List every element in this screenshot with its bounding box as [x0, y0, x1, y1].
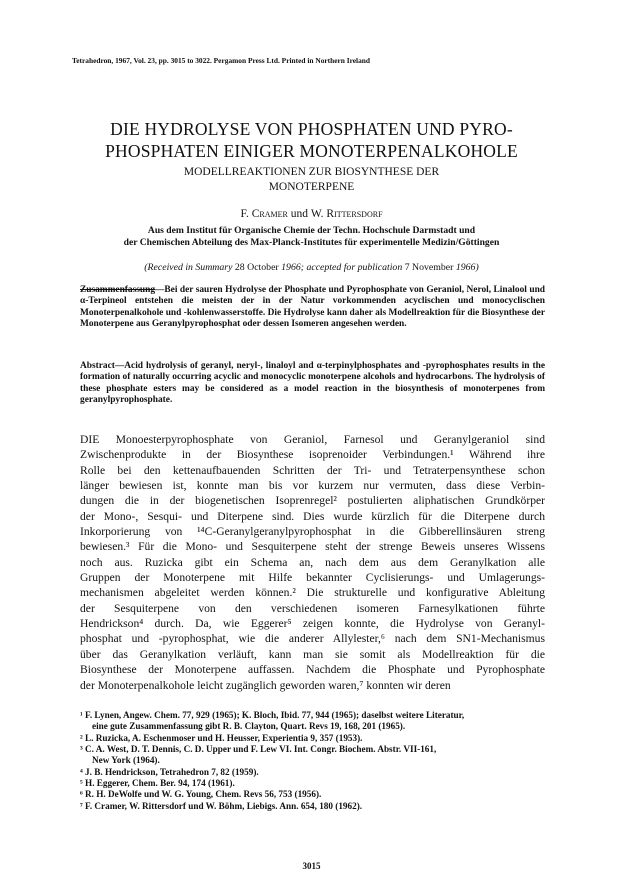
- title-line-1: DIE HYDROLYSE VON PHOSPHATEN UND PYRO-: [110, 119, 513, 139]
- body-line: über das Geranylkation verläuft, kann man sie somit als Modellreaktion für die: [80, 647, 545, 661]
- summary-label: Zusammenfassung: [80, 285, 156, 295]
- body-line: dungen die in der biogenetischen Isoprenregel² postulierten aliphatischen Grundkörper: [80, 494, 545, 508]
- affiliation-line-2: der Chemischen Abteilung des Max-Planck-Institutes für experimentelle Medizin/Göttingen: [123, 237, 500, 248]
- body-line: Hendrickson⁴ durch. Da, wie Eggerer⁵ zeigen konnte, die Hydrolyse von Geranyl-: [80, 617, 545, 631]
- summary-paragraph: [80, 285, 545, 330]
- reference-item: ⁴ J. B. Hendrickson, Tetrahedron 7, 82 (1959).: [80, 766, 259, 777]
- reference-item: ⁷ F. Cramer, W. Rittersdorf und W. Böhm, Liebigs. Ann. 654, 180 (1962).: [80, 800, 363, 811]
- title-line-2: PHOSPHATEN EINIGER MONOTERPENALKOHOLE: [105, 141, 518, 161]
- body-line: der Monoterpenalkohole leicht zugänglich geworden waren,⁷ konnten wir deren: [80, 678, 451, 692]
- body-line: länger bewiesen ist, konnte man bis vor kurzem nur vermuten, dass diese Verbin-: [80, 479, 545, 493]
- footnote-references: [80, 710, 545, 812]
- abstract-paragraph: [80, 361, 545, 406]
- body-line: Rolle bei den kettenaufbauenden Schritten der Tri- und Tetraterpensynthese schon: [80, 463, 545, 477]
- reference-item: ⁶ R. H. DeWolfe und W. G. Young, Chem. Revs 56, 753 (1956).: [80, 789, 322, 800]
- paper-title: [60, 118, 563, 162]
- body-line: Gruppen der Monoterpene mit Hilfe bekannter Cyclisierungs- und Umlagerungs-: [80, 571, 545, 585]
- received-year: 1966;: [281, 262, 304, 273]
- body-line: der Sesquiterpene von den verschiedenen isomeren Farnesylkationen führte: [80, 601, 545, 615]
- accepted-label: accepted for publication: [306, 262, 403, 273]
- abstract-label: Abstract: [80, 361, 115, 371]
- reference-item-continued: eine gute Zusammenfassung gibt R. B. Clayton, Quart. Revs 19, 168, 201 (1965).: [92, 721, 406, 732]
- body-line: noch aus. Ruzicka gibt ein Schema an, nach dem aus dem Geranylkation alle: [80, 555, 545, 569]
- affiliation: [60, 225, 563, 249]
- affiliation-line-1: Aus dem Institut für Organische Chemie der Techn. Hochschule Darmstadt und: [147, 225, 476, 236]
- received-prefix: (Received in Summary: [144, 262, 233, 273]
- paper-subtitle: [60, 165, 563, 195]
- body-line: bewiesen.³ Für die Mono- und Sesquiterpene steht der strenge Beweis unseres Wissens: [80, 540, 545, 554]
- body-line: Zwischenprodukte in der Biosynthese isoprenoider Verbindungen.¹ Während ihre: [80, 448, 545, 462]
- received-date: 28 October: [234, 262, 279, 273]
- accepted-year: 1966): [455, 262, 479, 273]
- author-2: W. Rittersdorf: [310, 208, 383, 220]
- reference-item-continued: New York (1964).: [92, 755, 160, 766]
- body-line: phosphat und -pyrophosphat, wie die anderer Allylester,⁶ nach dem SN1-Mechanismus: [80, 632, 545, 646]
- received-line: [60, 262, 563, 273]
- reference-item: ⁵ H. Eggerer, Chem. Ber. 94, 174 (1961).: [80, 778, 235, 789]
- reference-item: ¹ F. Lynen, Angew. Chem. 77, 929 (1965); K. Bloch, Ibid. 77, 944 (1965); daselbst weitere Literatur,: [80, 710, 465, 720]
- author-1: F. Cramer: [240, 208, 288, 220]
- body-line: Biosynthese der Monoterpene auffassen. Nachdem die Phosphate und Pyrophosphate: [80, 663, 545, 677]
- reference-item: ² L. Ruzicka, A. Eschenmoser und H. Heusser, Experientia 9, 357 (1953).: [80, 732, 363, 743]
- body-line: mechanismen abgeleitet werden können.² Die strukturelle und konfigurative Ableitung: [80, 586, 545, 600]
- body-text: [80, 432, 545, 693]
- journal-header: Tetrahedron, 1967, Vol. 23, pp. 3015 to 3022. Pergamon Press Ltd. Printed in Northern Ireland: [72, 56, 371, 65]
- accepted-date: 7 November: [404, 262, 454, 273]
- summary-text: —Bei der sauren Hydrolyse der Phosphate und Pyrophosphate von Geraniol, Nerol, Linalool und α-Terpineol entstehen die meisten der in der Natur vorkommenden acyclischen und monocyclischen Monoterpenalkohole und -kohlenwasserstoffe. Die Hydrolyse kann daher als Modellreaktion für die Biosynthese der Monoterpene aus Geranylpyrophosphat oder dessen Isomeren angesehen werden.: [80, 285, 545, 329]
- author-joiner: und: [290, 208, 308, 220]
- author-line: [60, 208, 563, 220]
- body-line: Inkorporierung von ¹⁴C-Geranylgeranylpyrophosphat in die Gibberellinsäuren streng: [80, 525, 545, 539]
- body-line: DIE Monoesterpyrophosphate von Geraniol, Farnesol und Geranylgeraniol sind: [80, 433, 545, 446]
- subtitle-line-2: MONOTERPENE: [268, 181, 355, 193]
- body-line: der Mono-, Sesqui- und Diterpene sind. Dies wurde kürzlich für die Diterpene durch: [80, 509, 545, 523]
- subtitle-line-1: MODELLREAKTIONEN ZUR BIOSYNTHESE DER: [183, 166, 440, 178]
- page-number: 3015: [302, 861, 321, 871]
- reference-item: ³ C. A. West, D. T. Dennis, C. D. Upper und F. Lew VI. Int. Congr. Biochem. Abstr. VII-161,: [80, 744, 437, 755]
- abstract-text: —Acid hydrolysis of geranyl, neryl-, linaloyl and α-terpinylphosphates and -pyrophosphates results in the formation of naturally occurring acyclic and monocyclic monoterpene alcohols and hydrocarbons. The hydrolysis of these phosphate esters may be considered as a model reaction in the biosynthesis of monoterpenes from geranylpyrophosphate.: [80, 361, 545, 405]
